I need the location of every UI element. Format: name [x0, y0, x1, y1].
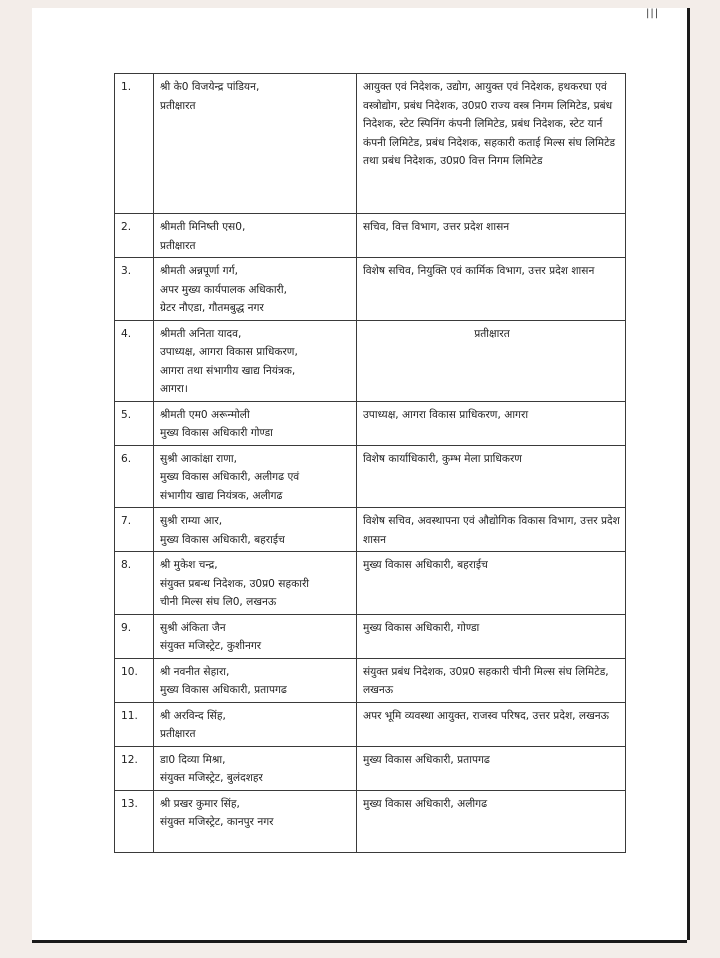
posting-text: मुख्य विकास अधिकारी, अलीगढ [363, 797, 488, 810]
new-posting [357, 746, 626, 790]
name-line: श्री अरविन्द सिंह, [160, 709, 226, 722]
table-row [115, 658, 626, 702]
table-row [115, 614, 626, 658]
name-line: प्रतीक्षारत [160, 239, 196, 252]
corner-mark: ||| [646, 8, 660, 19]
table-row [115, 401, 626, 445]
serial-number: 8. [115, 552, 154, 615]
name-line: सुश्री आकांक्षा राणा, [160, 452, 238, 465]
posting-text: अपर भूमि व्यवस्था आयुक्त, राजस्व परिषद, उत्तर प्रदेश, लखनऊ [363, 709, 609, 722]
new-posting [357, 320, 626, 401]
name-line: संयुक्त मजिस्ट्रेट, बुलंदशहर [160, 772, 263, 784]
table-body [115, 74, 626, 853]
serial-number: 11. [115, 702, 154, 746]
serial-number: 12. [115, 746, 154, 790]
new-posting [357, 74, 626, 214]
serial-number: 13. [115, 790, 154, 852]
new-posting [357, 658, 626, 702]
posting-text: विशेष सचिव, नियुक्ति एवं कार्मिक विभाग, उत्तर प्रदेश शासन [363, 265, 595, 277]
table-row [115, 508, 626, 552]
name-line: मुख्य विकास अधिकारी, अलीगढ एवं [160, 471, 300, 483]
serial-number: 10. [115, 658, 154, 702]
serial-number: 4. [115, 320, 154, 401]
new-posting [357, 702, 626, 746]
name-line: मुख्य विकास अधिकारी, बहराईच [160, 533, 285, 546]
table-row [115, 746, 626, 790]
officer-name-current-post [154, 258, 357, 321]
table-row [115, 552, 626, 615]
officer-name-current-post [154, 790, 357, 852]
serial-number: 3. [115, 258, 154, 321]
new-posting [357, 401, 626, 445]
name-line: प्रतीक्षारत [160, 728, 196, 740]
officer-name-current-post [154, 214, 357, 258]
officer-name-current-post [154, 702, 357, 746]
posting-text: विशेष कार्याधिकारी, कुम्भ मेला प्राधिकरण [363, 452, 522, 465]
posting-text: मुख्य विकास अधिकारी, बहराईच [363, 559, 488, 571]
table-row [115, 74, 626, 214]
name-line: श्रीमती एम0 अरून्मोली [160, 408, 250, 421]
name-line: चीनी मिल्स संघ लि0, लखनऊ [160, 596, 277, 608]
name-line: श्री नवनीत सेहारा, [160, 665, 230, 678]
new-posting [357, 214, 626, 258]
transfer-table [114, 73, 626, 853]
name-line: सुश्री राम्या आर, [160, 515, 223, 527]
serial-number: 9. [115, 614, 154, 658]
table-row [115, 214, 626, 258]
serial-number: 6. [115, 445, 154, 508]
officer-name-current-post [154, 614, 357, 658]
table-row [115, 320, 626, 401]
posting-text: आयुक्त एवं निदेशक, उद्योग, आयुक्त एवं निदेशक, हथकरघा एवं वस्त्रोद्योग, प्रबंध निदेशक, उ0प्र0 राज्य वस्त्र निगम लिमिटेड, प्रबंध निदेशक, स्टेट स्पिनिंग कंपनी लिमिटेड, प्रबंध निदेशक, स्टेट यार्न कंपनी लिमिटेड, प्रबंध निदेशक, सहकारी कताई मिल्स संघ लिमिटेड तथा प्रबंध निदेशक, उ0प्र0 वित्त निगम लिमिटेड [363, 81, 616, 167]
table-row [115, 258, 626, 321]
name-line: श्रीमती मिनिष्ती एस0, [160, 221, 246, 233]
name-line: डा0 दिव्या मिश्रा, [160, 753, 226, 766]
name-line: श्री प्रखर कुमार सिंह, [160, 797, 240, 810]
name-line: संयुक्त मजिस्ट्रेट, कुशीनगर [160, 640, 262, 652]
name-line: मुख्य विकास अधिकारी गोण्डा [160, 427, 273, 439]
posting-text: प्रतीक्षारत [474, 327, 510, 340]
posting-text: सचिव, वित्त विभाग, उत्तर प्रदेश शासन [363, 221, 510, 233]
name-line: श्रीमती अन्नपूर्णा गर्ग, [160, 265, 238, 277]
new-posting [357, 258, 626, 321]
officer-name-current-post [154, 508, 357, 552]
name-line: ग्रेटर नौएडा, गौतमबुद्ध नगर [160, 302, 264, 314]
new-posting [357, 508, 626, 552]
name-line: संयुक्त प्रबन्ध निदेशक, उ0प्र0 सहकारी [160, 577, 310, 590]
posting-text: संयुक्त प्रबंध निदेशक, उ0प्र0 सहकारी चीनी मिल्स संघ लिमिटेड, लखनऊ [363, 665, 609, 696]
name-line: मुख्य विकास अधिकारी, प्रतापगढ [160, 684, 287, 696]
new-posting [357, 445, 626, 508]
officer-name-current-post [154, 746, 357, 790]
name-line: श्री मुकेश चन्द्र, [160, 559, 218, 571]
name-line: अपर मुख्य कार्यपालक अधिकारी, [160, 283, 288, 296]
new-posting [357, 552, 626, 615]
name-line: श्रीमती अनिता यादव, [160, 327, 242, 340]
serial-number: 2. [115, 214, 154, 258]
name-line: आगरा। [160, 383, 188, 395]
name-line: सुश्री अंकिता जैन [160, 621, 226, 634]
officer-name-current-post [154, 445, 357, 508]
name-line: संयुक्त मजिस्ट्रेट, कानपुर नगर [160, 816, 274, 828]
name-line: श्री के0 विजयेन्द्र पांडियन, [160, 81, 260, 93]
name-line: आगरा तथा संभागीय खाद्य नियंत्रक, [160, 364, 296, 377]
posting-text: विशेष सचिव, अवस्थापना एवं औद्योगिक विकास विभाग, उत्तर प्रदेश शासन [363, 515, 620, 546]
officer-name-current-post [154, 658, 357, 702]
officer-name-current-post [154, 74, 357, 214]
table-row [115, 445, 626, 508]
new-posting [357, 614, 626, 658]
serial-number: 7. [115, 508, 154, 552]
name-line: उपाध्यक्ष, आगरा विकास प्राधिकरण, [160, 346, 298, 358]
name-line: संभागीय खाद्य नियंत्रक, अलीगढ [160, 489, 283, 502]
table-row [115, 790, 626, 852]
officer-name-current-post [154, 552, 357, 615]
posting-text: मुख्य विकास अधिकारी, गोण्डा [363, 621, 480, 634]
posting-text: उपाध्यक्ष, आगरा विकास प्राधिकरण, आगरा [363, 408, 529, 421]
serial-number: 5. [115, 401, 154, 445]
table-row [115, 702, 626, 746]
officer-name-current-post [154, 320, 357, 401]
serial-number: 1. [115, 74, 154, 214]
new-posting [357, 790, 626, 852]
posting-text: मुख्य विकास अधिकारी, प्रतापगढ [363, 753, 490, 766]
name-line: प्रतीक्षारत [160, 99, 196, 112]
officer-name-current-post [154, 401, 357, 445]
